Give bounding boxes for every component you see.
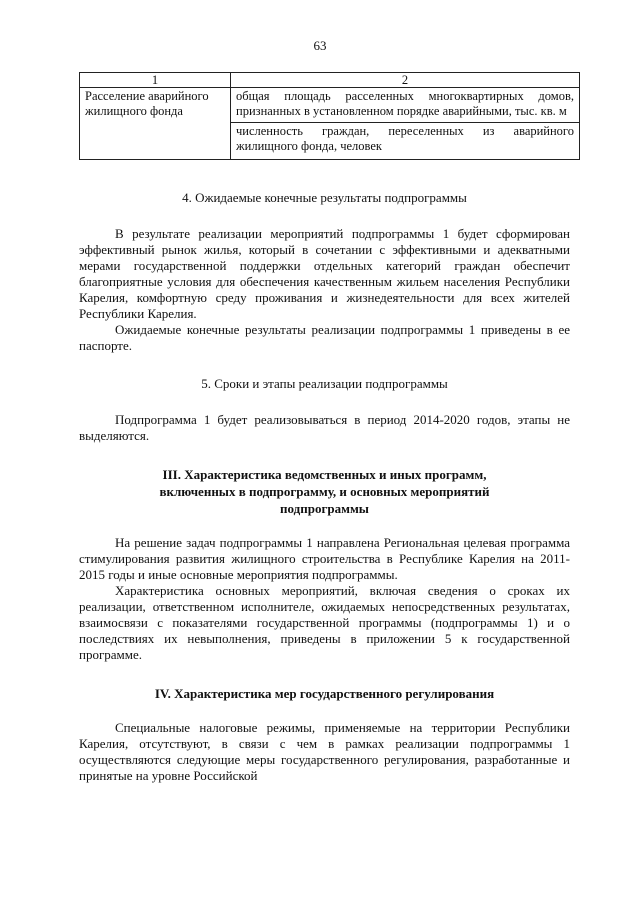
- table-cell: [231, 123, 580, 160]
- paragraph: Специальные налоговые режимы, применяемые на территории Республики Карелия, отсутствуют, в связи с чем в рамках реализации подпрограммы 1 осуществляются следующие меры государственного регулирования, разработанные и принятые на уровне Российской: [79, 720, 570, 783]
- document-body: [79, 190, 570, 784]
- paragraph: Подпрограмма 1 будет реализовываться в период 2014-2020 годов, этапы не выделяются.: [79, 412, 570, 443]
- indicators-table: [79, 72, 580, 160]
- section-5-title: 5. Сроки и этапы реализации подпрограммы: [201, 376, 448, 391]
- page-number: 63: [313, 38, 327, 53]
- paragraph: В результате реализации мероприятий подпрограммы 1 будет сформирован эффективный рынок жилья, который в сочетании с эффективными и адекватными мерами государственной поддержки отдельных категорий граждан обеспечит благоприятные условия для обеспечения качественным жильем населения Республики Карелия, комфортную среду проживания и жизнедеятельности для всех жителей Республики Карелия.: [79, 226, 570, 321]
- section-4-title: 4. Ожидаемые конечные результаты подпрограммы: [182, 190, 467, 205]
- indicator-text: численность граждан, переселенных из аварийного жилищного фонда, человек: [236, 124, 574, 153]
- table-header-row: [80, 73, 580, 88]
- section-3-title-line: включенных в подпрограмму, и основных мероприятий: [159, 484, 490, 499]
- table-row-label: Расселение аварийного жилищного фонда: [80, 88, 231, 160]
- paragraph: Характеристика основных мероприятий, включая сведения о сроках их реализации, ответственном исполнителе, ожидаемых непосредственных результатах, взаимосвязи с показателями государственной программы (подпрограммы 1) и о последствиях их невыполнения, приведены в приложении 5 к государственной программе.: [79, 583, 570, 662]
- section-iv-title: IV. Характеристика мер государственного регулирования: [154, 686, 495, 701]
- table-header-cell: 2: [231, 73, 580, 88]
- section-3-title: [79, 466, 570, 517]
- table-row: [80, 88, 580, 123]
- section-3-title-line: подпрограммы: [280, 501, 369, 516]
- paragraph: На решение задач подпрограммы 1 направлена Региональная целевая программа стимулирования развития жилищного строительства в Республике Карелия на 2011-2015 годы и иные основные мероприятия подпрограммы.: [79, 535, 570, 582]
- indicator-text: общая площадь расселенных многоквартирных домов, признанных в установленном порядке аварийными, тыс. кв. м: [236, 89, 574, 118]
- section-3-title-line: III. Характеристика ведомственных и иных программ,: [162, 467, 487, 482]
- paragraph: Ожидаемые конечные результаты реализации подпрограммы 1 приведены в ее паспорте.: [79, 322, 570, 353]
- table-cell: [231, 88, 580, 123]
- table-header-cell: 1: [80, 73, 231, 88]
